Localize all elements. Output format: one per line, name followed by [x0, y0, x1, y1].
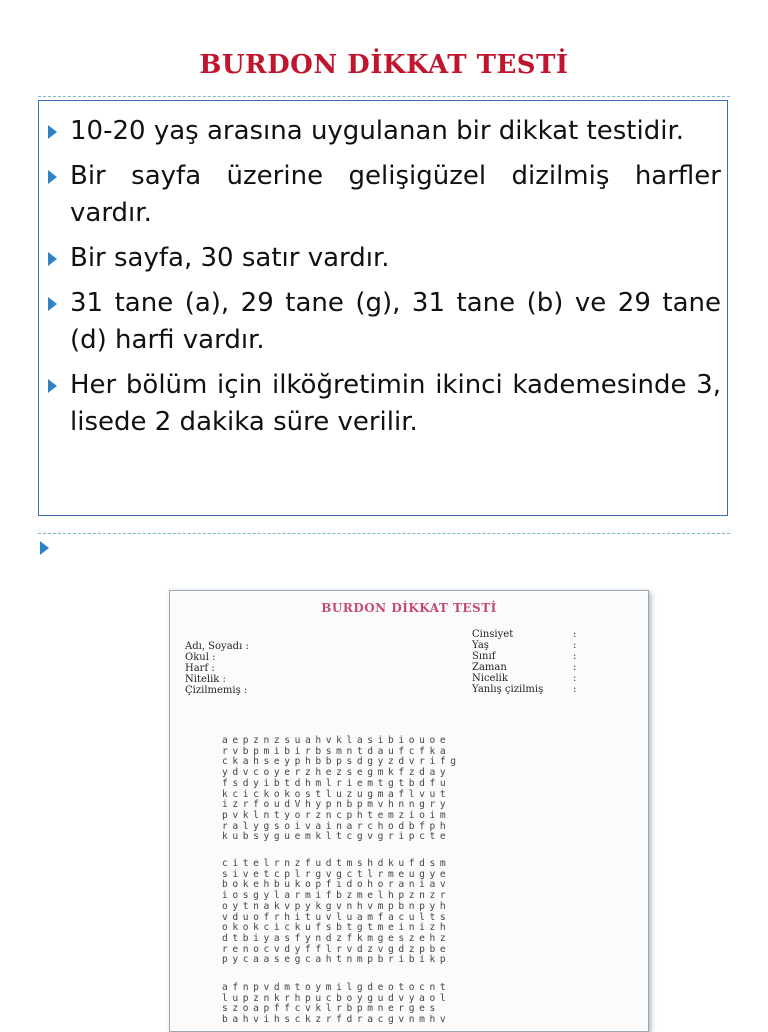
- letter-grid-row: okokcickufsbtgtmeinizh: [222, 922, 451, 934]
- divider-bottom: [38, 533, 730, 534]
- letter-grid-block: [222, 983, 450, 1026]
- bullet-arrow-icon: [48, 297, 57, 311]
- letter-grid-row: rvbpmibirbsmntdaufcfka: [222, 745, 451, 757]
- bullet-arrow-icon: [48, 170, 57, 184]
- letter-grid-row: izrfoudVhypnbpmvhnngry: [222, 799, 451, 811]
- letter-grid-row: ydvcoyerzhezsegmkfzday: [222, 767, 451, 779]
- sheet-field: Yaş: [472, 640, 489, 651]
- sheet-field: Cinsiyet: [472, 629, 514, 640]
- sheet-colon: :: [573, 629, 577, 640]
- letter-grid-row: iosgylarmifbzmelhpznzr: [222, 890, 451, 902]
- sheet-colon: :: [573, 684, 577, 695]
- bullet-item: [39, 285, 729, 359]
- content-box: [38, 100, 728, 516]
- letter-grid-row: pycaasegcahtnmpbribikp: [222, 954, 451, 966]
- sheet-fields-right: [472, 629, 543, 695]
- sheet-field: Nicelik: [472, 673, 508, 684]
- sheet-field: Harf :: [185, 663, 215, 674]
- bullet-arrow-icon: [48, 379, 57, 393]
- bullet-text: Bir sayfa üzerine gelişigüzel dizilmiş harfler vardır.: [70, 161, 721, 228]
- test-sheet-image: [169, 590, 649, 1032]
- letter-grid-row: sivetcplrgvgctlrmeugye: [222, 868, 451, 880]
- letter-grid-row: bahvihsckzrfdracgvnmhv: [222, 1014, 451, 1026]
- bullet-item: [39, 367, 729, 441]
- bullet-item: [39, 113, 729, 150]
- bullet-item: [39, 240, 729, 277]
- letter-grid-row: vduofrhituvluamfacults: [222, 911, 451, 923]
- letter-grid-row: afnpvdmtoymilgdeotocnt: [222, 982, 451, 993]
- bullet-text: 31 tane (a), 29 tane (g), 31 tane (b) ve 29 tane (d) harfi vardır.: [70, 288, 721, 355]
- letter-grid-row: kubsyguemkltcgvgripcte: [222, 831, 451, 843]
- bullet-text: 10-20 yaş arasına uygulanan bir dikkat testidir.: [70, 116, 685, 146]
- sheet-colon: :: [573, 662, 577, 673]
- letter-grid-row: citelrnzfudtmshdkufdsm: [222, 858, 451, 869]
- bullet-text: Her bölüm için ilköğretimin ikinci kademesinde 3, lisede 2 dakika süre verilir.: [70, 370, 721, 437]
- letter-grid-row: dtbiyasfyndzfkmgeszehz: [222, 932, 451, 944]
- divider-top: [38, 96, 730, 97]
- letter-grid-row: bokehbukopfıdohoraniav: [222, 879, 451, 891]
- letter-grid-block: [222, 859, 450, 966]
- letter-grid-row: aepznzsuahvklasibiouoe: [222, 735, 451, 746]
- sheet-field: Zaman: [472, 662, 507, 673]
- bullet-arrow-icon: [48, 252, 57, 266]
- sheet-colon: :: [573, 651, 577, 662]
- letter-grid-row: fsdyibtdhmlriemtgtbdfu: [222, 777, 451, 789]
- letter-grid-block: [222, 736, 461, 843]
- letter-grid-row: lupznkrhpucboygudvyaol: [222, 992, 451, 1004]
- letter-grid-row: renocvdyfflrvdzvgdzpbe: [222, 943, 451, 955]
- letter-grid-row: szoapffcvklrbpmnerges: [222, 1003, 440, 1015]
- letter-grid-row: oytnakvpykgvnhvmpbnpyh: [222, 900, 451, 912]
- sheet-field: Adı, Soyadı :: [185, 641, 249, 652]
- letter-grid-row: pvklntyorzncphtemzioim: [222, 809, 451, 821]
- slide-title: BURDON DİKKAT TESTİ: [199, 50, 569, 80]
- bullet-arrow-icon: [40, 541, 49, 555]
- sheet-field: Çizilmemiş :: [185, 685, 248, 696]
- letter-grid-row: kcickokostluzugmaflvut: [222, 788, 451, 800]
- sheet-field: Sınıf: [472, 651, 496, 662]
- letter-grid-row: ckahseyphbbpsdgyzdvrifg: [222, 756, 461, 768]
- bullet-arrow-icon: [48, 125, 57, 139]
- bullet-text: Bir sayfa, 30 satır vardır.: [70, 243, 390, 273]
- bullet-item: [39, 158, 729, 232]
- sheet-colon: :: [573, 673, 577, 684]
- sheet-colon: :: [573, 640, 577, 651]
- sheet-field: Yanlış çizilmiş: [472, 684, 544, 695]
- sheet-fields-left: [185, 641, 249, 696]
- sheet-colons: [573, 629, 576, 695]
- sheet-field: Okul :: [185, 652, 216, 663]
- sheet-title: BURDON DİKKAT TESTİ: [321, 601, 497, 615]
- bullet-list: [39, 113, 729, 449]
- sheet-field: Nitelik :: [185, 674, 226, 685]
- letter-grid-row: ralygsoivainarchodbfph: [222, 820, 451, 832]
